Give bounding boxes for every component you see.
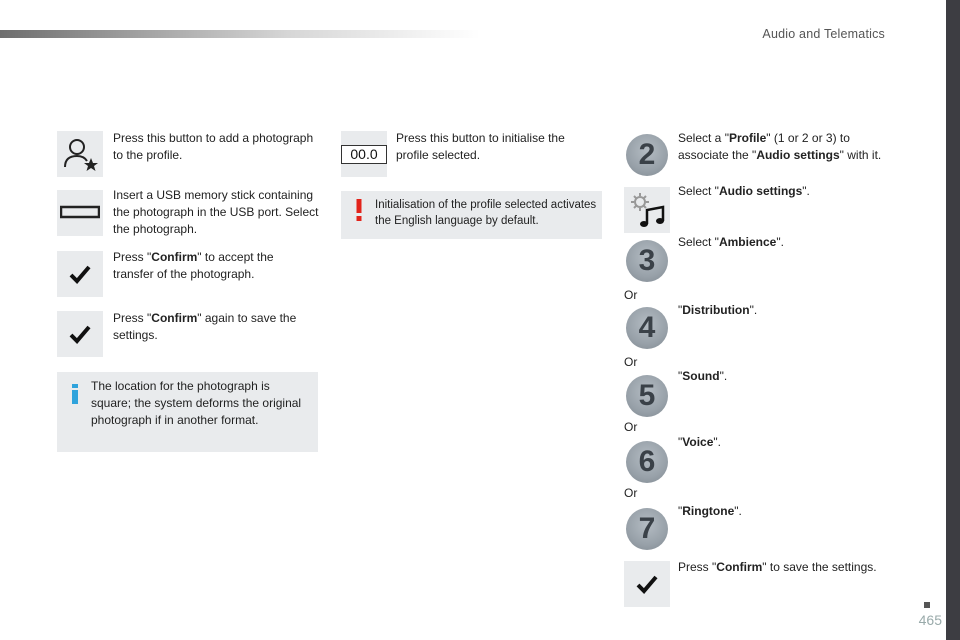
step-4-badge: 4 <box>626 307 668 349</box>
initialise-profile-button[interactable] <box>341 131 387 177</box>
warning-icon <box>355 199 363 221</box>
header-gradient-bar <box>0 30 480 38</box>
confirm-photo-text: Press "Confirm" to accept the transfer of the photograph. <box>113 250 274 281</box>
step-6-text: "Voice". <box>678 435 721 449</box>
initialise-text: Press this button to initialise the profile selected. <box>396 131 565 162</box>
warning-note-text: Initialisation of the profile selected activates the English language by default. <box>375 199 597 227</box>
checkmark-icon <box>69 324 91 344</box>
gear-music-icon <box>625 188 669 232</box>
warning-note <box>341 191 602 239</box>
usb-stick-icon <box>60 203 100 223</box>
or-label: Or <box>624 486 638 500</box>
step-6-badge: 6 <box>626 441 668 483</box>
or-label: Or <box>624 420 638 434</box>
confirm-settings-button[interactable] <box>624 561 670 607</box>
info-note <box>57 372 318 452</box>
info-icon <box>71 384 79 404</box>
step-3-badge: 3 <box>626 240 668 282</box>
page-number: 465 <box>918 612 942 628</box>
step-5-badge: 5 <box>626 375 668 417</box>
page-edge-strip <box>946 0 960 640</box>
step-2-badge: 2 <box>626 134 668 176</box>
step-5-text: "Sound". <box>678 369 728 383</box>
checkmark-icon <box>636 574 658 594</box>
confirm-save-button[interactable] <box>57 311 103 357</box>
chapter-title: Audio and Telematics <box>762 27 885 41</box>
usb-instruction-text: Insert a USB memory stick containing the photograph in the USB port. Select the photograph. <box>113 188 319 236</box>
info-note-text: The location for the photograph is square; the system deforms the original photograph if in another format. <box>91 379 302 427</box>
or-label: Or <box>624 355 638 369</box>
page-marker <box>924 602 930 608</box>
counter-display: 00.0 <box>341 145 387 164</box>
audio-settings-text: Select "Audio settings". <box>678 184 810 198</box>
audio-settings-button[interactable] <box>624 187 670 233</box>
checkmark-icon <box>69 264 91 284</box>
usb-port-icon-box <box>57 190 103 236</box>
user-star-icon <box>60 134 100 174</box>
confirm-settings-text: Press "Confirm" to save the settings. <box>678 560 877 574</box>
step-2-text: Select a "Profile" (1 or 2 or 3) to associate the "Audio settings" with it. <box>678 131 882 162</box>
confirm-save-text: Press "Confirm" again to save the settings. <box>113 311 297 342</box>
step-3-text: Select "Ambience". <box>678 235 784 249</box>
step-7-text: "Ringtone". <box>678 504 742 518</box>
or-label: Or <box>624 288 638 302</box>
add-photo-button[interactable] <box>57 131 103 177</box>
step-4-text: "Distribution". <box>678 303 758 317</box>
confirm-photo-button[interactable] <box>57 251 103 297</box>
step-7-badge: 7 <box>626 508 668 550</box>
add-photo-text: Press this button to add a photograph to the profile. <box>113 131 314 162</box>
